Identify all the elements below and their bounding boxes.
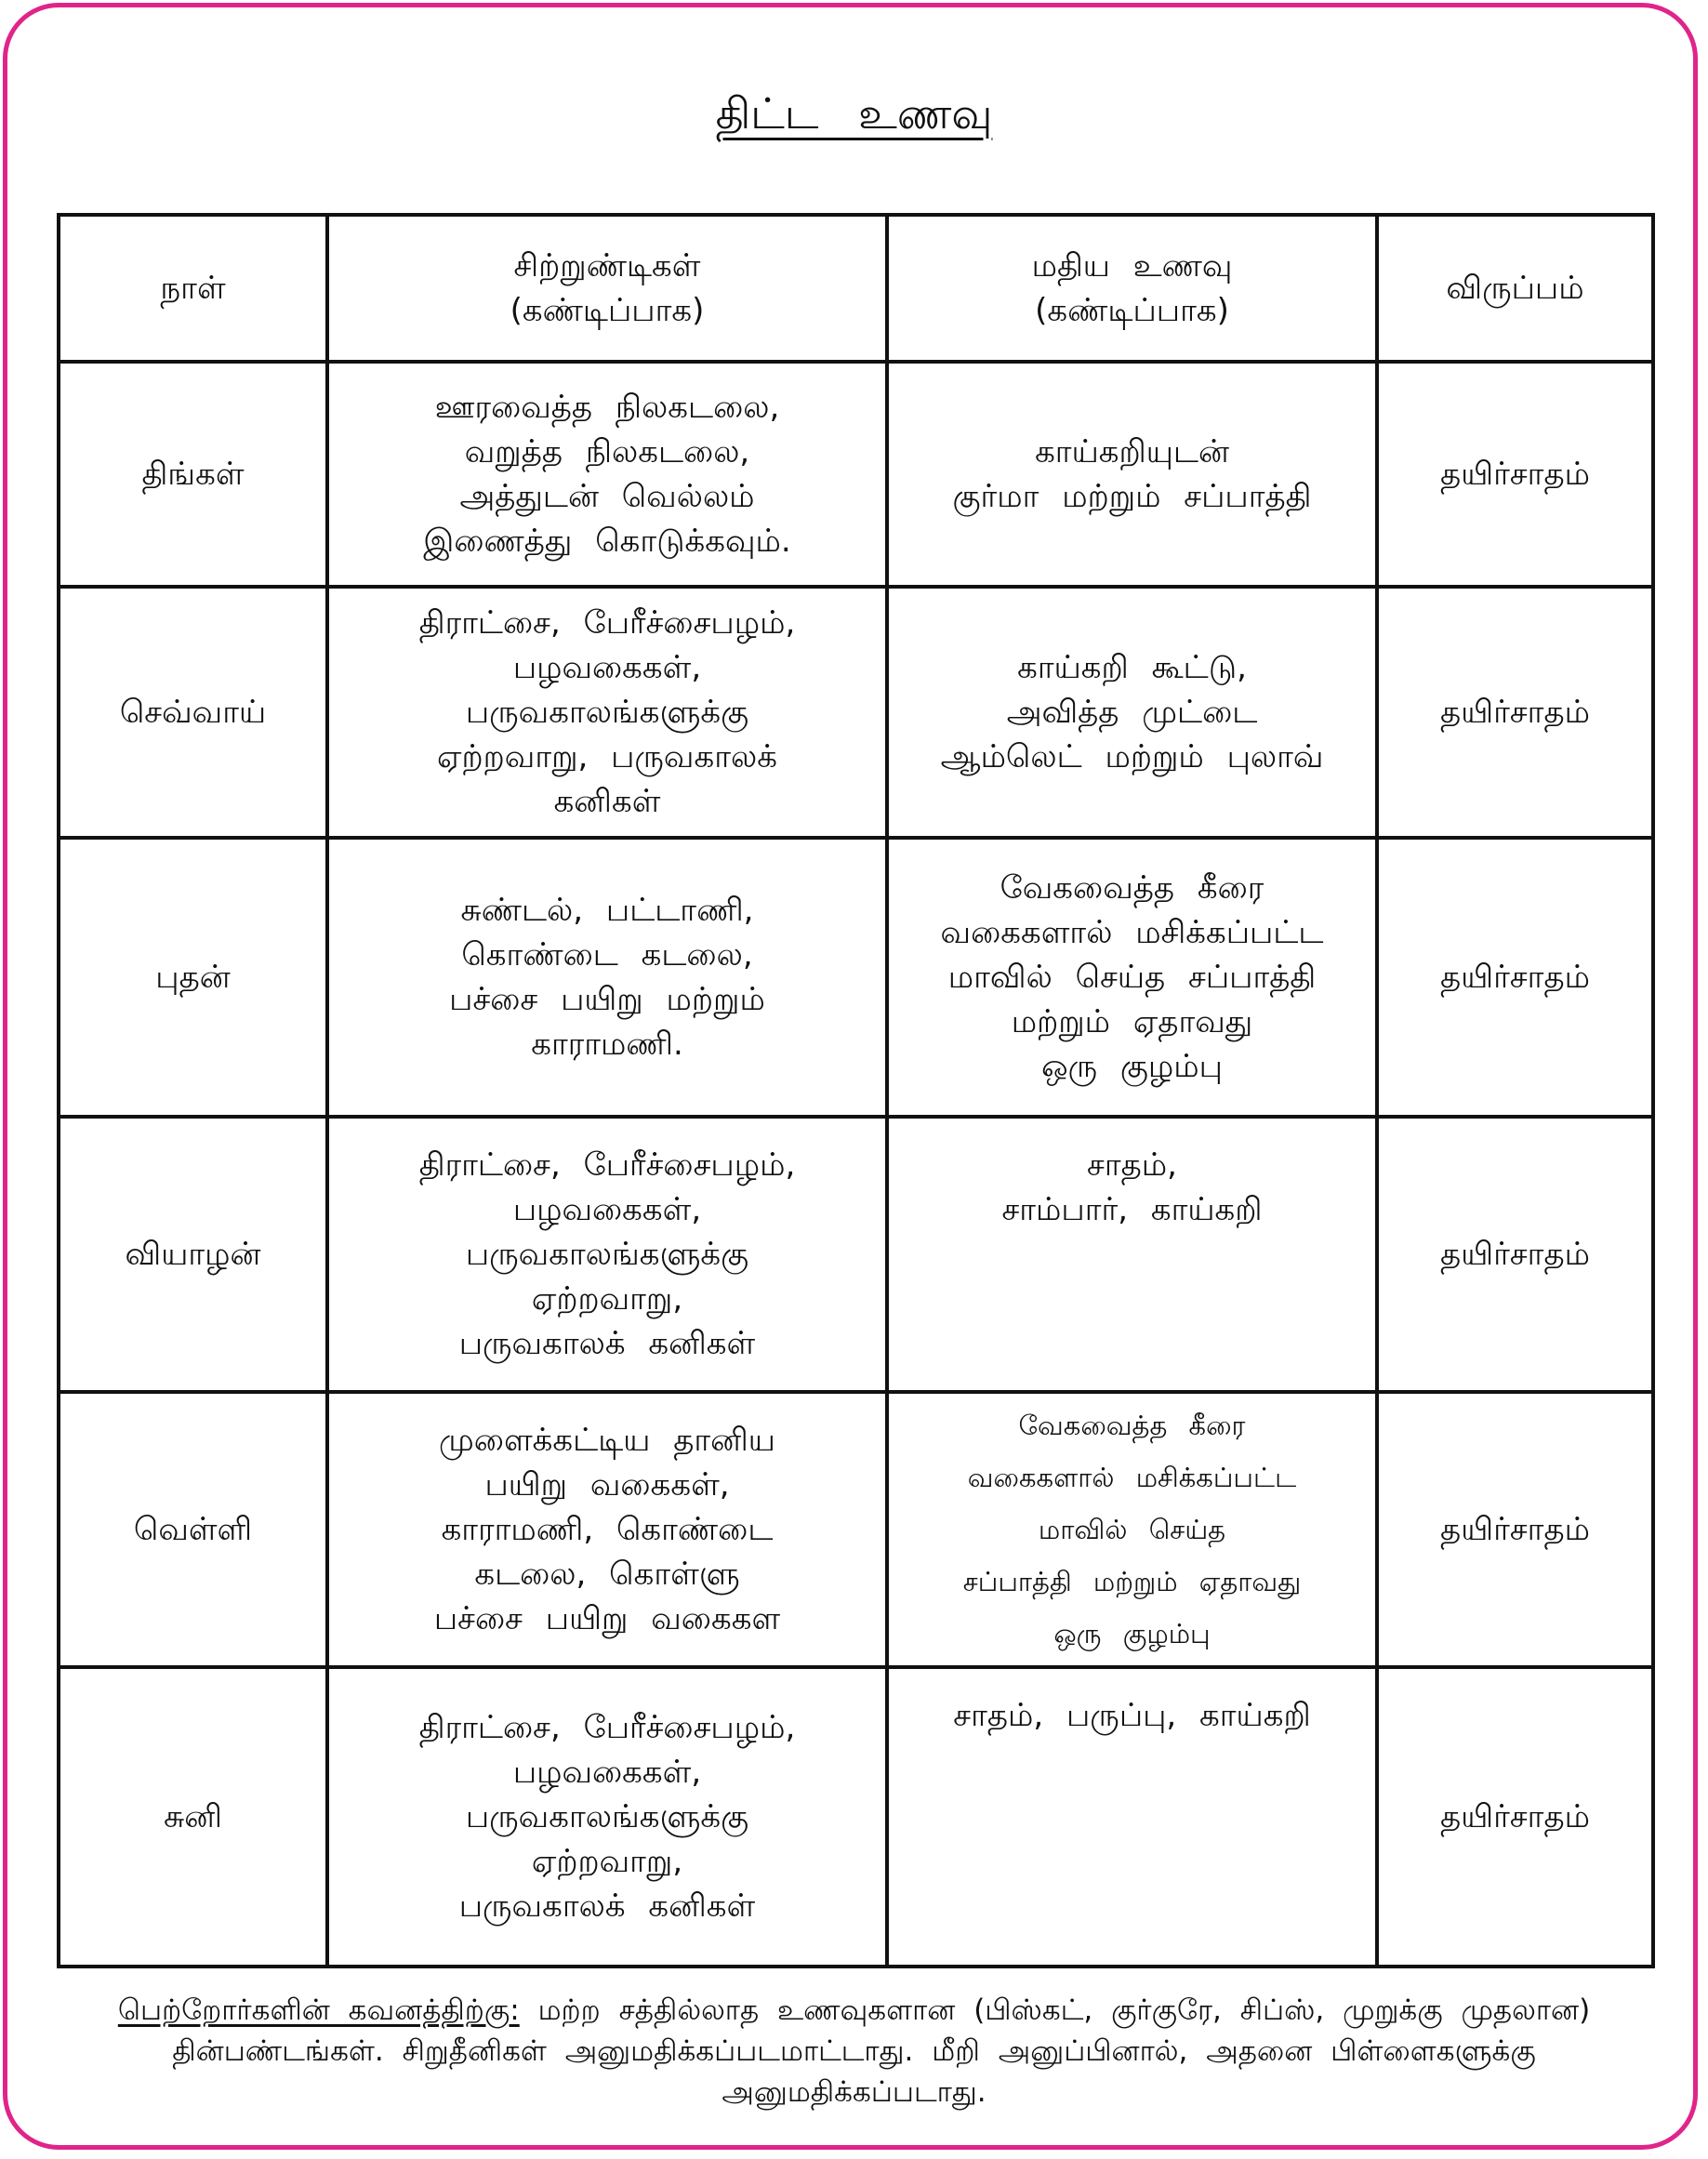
cell-lunch: வேகவைத்த கீரை வகைகளால் மசிக்கப்பட்ட மாவில் செய்த சப்பாத்தி மற்றும் ஏதாவது ஒரு குழம்பு: [887, 1392, 1377, 1667]
page-title: திட்ட உணவு: [715, 88, 993, 139]
header-lunch: மதிய உணவு (கண்டிப்பாக): [887, 215, 1377, 362]
cell-preference: தயிர்சாதம்: [1377, 587, 1653, 838]
cell-day: செவ்வாய்: [59, 587, 327, 838]
table-header-row: [59, 215, 1653, 362]
cell-preference: தயிர்சாதம்: [1377, 838, 1653, 1117]
cell-day: வியாழன்: [59, 1117, 327, 1392]
cell-snacks: சுண்டல், பட்டாணி, கொண்டை கடலை, பச்சை பயிறு மற்றும் காராமணி.: [327, 838, 887, 1117]
table-row: [59, 1667, 1653, 1967]
parents-note: [74, 1990, 1634, 2113]
parents-note-heading: பெற்றோர்களின் கவனத்திற்கு:: [117, 1993, 520, 2027]
cell-snacks: முளைக்கட்டிய தானிய பயிறு வகைகள், காராமணி, கொண்டை கடலை, கொள்ளு பச்சை பயிறு வகைகள: [327, 1392, 887, 1667]
diet-plan-table: [57, 213, 1655, 1968]
header-day: நாள்: [59, 215, 327, 362]
cell-preference: தயிர்சாதம்: [1377, 362, 1653, 587]
cell-lunch: காய்கறி கூட்டு, அவித்த முட்டை ஆம்லெட் மற்றும் புலாவ்: [887, 587, 1377, 838]
table-row: [59, 362, 1653, 587]
table-row: [59, 587, 1653, 838]
cell-preference: தயிர்சாதம்: [1377, 1667, 1653, 1967]
cell-lunch: சாதம், பருப்பு, காய்கறி: [887, 1667, 1377, 1967]
cell-day: சுனி: [59, 1667, 327, 1967]
header-snacks: சிற்றுண்டிகள் (கண்டிப்பாக): [327, 215, 887, 362]
table-row: [59, 838, 1653, 1117]
cell-snacks: திராட்சை, பேரீச்சைபழம், பழவகைகள், பருவகாலங்களுக்கு ஏற்றவாறு, பருவகாலக் கனிகள்: [327, 1667, 887, 1967]
cell-preference: தயிர்சாதம்: [1377, 1117, 1653, 1392]
cell-lunch: காய்கறியுடன் குர்மா மற்றும் சப்பாத்தி: [887, 362, 1377, 587]
table-row: [59, 1392, 1653, 1667]
cell-lunch: வேகவைத்த கீரை வகைகளால் மசிக்கப்பட்ட மாவில் செய்த சப்பாத்தி மற்றும் ஏதாவது ஒரு குழம்பு: [887, 838, 1377, 1117]
parents-note-text: மற்ற சத்தில்லாத உணவுகளான (பிஸ்கட், குர்குரே, சிப்ஸ், முறுக்கு முதலான) தின்பண்டங்கள். சிறுதீனிகள் அனுமதிக்கப்படமாட்டாது. மீறி அனுப்பினால், அதனை பிள்ளைகளுக்கு அனுமதிக்கப்படாது.: [172, 1993, 1591, 2109]
cell-snacks: ஊரவைத்த நிலகடலை, வறுத்த நிலகடலை, அத்துடன் வெல்லம் இணைத்து கொடுக்கவும்.: [327, 362, 887, 587]
cell-day: புதன்: [59, 838, 327, 1117]
table-row: [59, 1117, 1653, 1392]
cell-snacks: திராட்சை, பேரீச்சைபழம், பழவகைகள், பருவகாலங்களுக்கு ஏற்றவாறு, பருவகாலக் கனிகள்: [327, 1117, 887, 1392]
cell-snacks: திராட்சை, பேரீச்சைபழம், பழவகைகள், பருவகாலங்களுக்கு ஏற்றவாறு, பருவகாலக் கனிகள்: [327, 587, 887, 838]
cell-day: வெள்ளி: [59, 1392, 327, 1667]
cell-preference: தயிர்சாதம்: [1377, 1392, 1653, 1667]
header-preference: விருப்பம்: [1377, 215, 1653, 362]
cell-lunch: சாதம், சாம்பார், காய்கறி: [887, 1117, 1377, 1392]
cell-day: திங்கள்: [59, 362, 327, 587]
